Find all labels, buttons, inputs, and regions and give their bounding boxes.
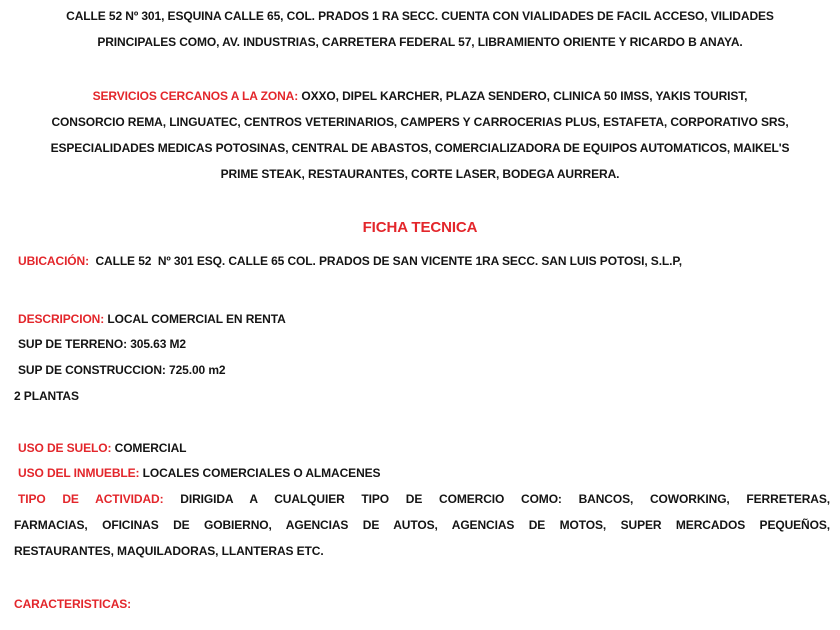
servicios-line-1 xyxy=(6,83,834,109)
servicios-paragraph xyxy=(6,83,834,187)
descripcion-value: LOCAL COMERCIAL EN RENTA xyxy=(104,312,286,326)
servicios-line-4: PRIME STEAK, RESTAURANTES, CORTE LASER, BODEGA AURRERA. xyxy=(220,167,620,181)
tipo-actividad-line-2: FARMACIAS, OFICINAS DE GOBIERNO, AGENCIAS DE AUTOS, AGENCIAS DE MOTOS, SUPER MERCADOS PEQUEÑOS, xyxy=(14,518,830,532)
tipo-actividad-line-1-text: DIRIGIDA A CUALQUIER TIPO DE COMERCIO COMO: BANCOS, COWORKING, FERRETERAS, xyxy=(163,492,830,506)
intro-paragraph xyxy=(6,3,834,55)
servicios-label: SERVICIOS CERCANOS A LA ZONA: xyxy=(92,89,299,103)
descripcion-label: DESCRIPCION: xyxy=(18,312,105,326)
uso-inmueble-row xyxy=(18,463,380,483)
uso-suelo-value: COMERCIAL xyxy=(111,441,187,455)
uso-inmueble-label: USO DEL INMUEBLE: xyxy=(18,466,140,480)
tipo-actividad-label: TIPO DE ACTIVIDAD: xyxy=(18,492,164,506)
caracteristicas-label-text: CARACTERISTICAS: xyxy=(14,597,132,611)
uso-inmueble-value: LOCALES COMERCIALES O ALMACENES xyxy=(139,466,381,480)
caracteristicas-label xyxy=(14,594,131,614)
ubicacion-label: UBICACIÓN: xyxy=(18,254,89,268)
ficha-tecnica-title: FICHA TECNICA xyxy=(362,219,478,236)
sup-terreno: SUP DE TERRENO: 305.63 M2 xyxy=(18,337,187,351)
uso-suelo-row xyxy=(18,438,186,458)
intro-line-1: CALLE 52 Nº 301, ESQUINA CALLE 65, COL. PRADOS 1 RA SECC. CUENTA CON VIALIDADES DE FACIL ACCESO, VILIDADES xyxy=(66,9,774,23)
tipo-actividad-line-3: RESTAURANTES, MAQUILADORAS, LLANTERAS ETC. xyxy=(14,544,324,558)
intro-line-2: PRINCIPALES COMO, AV. INDUSTRIAS, CARRETERA FEDERAL 57, LIBRAMIENTO ORIENTE Y RICARDO B ANAYA. xyxy=(97,35,743,49)
servicios-line-3: ESPECIALIDADES MEDICAS POTOSINAS, CENTRAL DE ABASTOS, COMERCIALIZADORA DE EQUIPOS AUTOMATICOS, MAIKEL'S xyxy=(50,141,790,155)
servicios-line-1-text: OXXO, DIPEL KARCHER, PLAZA SENDERO, CLINICA 50 IMSS, YAKIS TOURIST, xyxy=(298,89,748,103)
plantas: 2 PLANTAS xyxy=(14,389,79,403)
uso-suelo-label: USO DE SUELO: xyxy=(18,441,112,455)
ubicacion-value: CALLE 52 Nº 301 ESQ. CALLE 65 COL. PRADOS DE SAN VICENTE 1RA SECC. SAN LUIS POTOSI, S.L.P, xyxy=(89,254,682,268)
tipo-actividad-paragraph xyxy=(14,486,830,564)
sup-construccion: SUP DE CONSTRUCCION: 725.00 m2 xyxy=(18,363,226,377)
ubicacion-row xyxy=(18,251,682,271)
tipo-actividad-line-1 xyxy=(14,486,830,512)
descripcion-row xyxy=(18,309,286,329)
servicios-line-2: CONSORCIO REMA, LINGUATEC, CENTROS VETERINARIOS, CAMPERS Y CARROCERIAS PLUS, ESTAFETA, CORPORATIVO SRS, xyxy=(51,115,789,129)
